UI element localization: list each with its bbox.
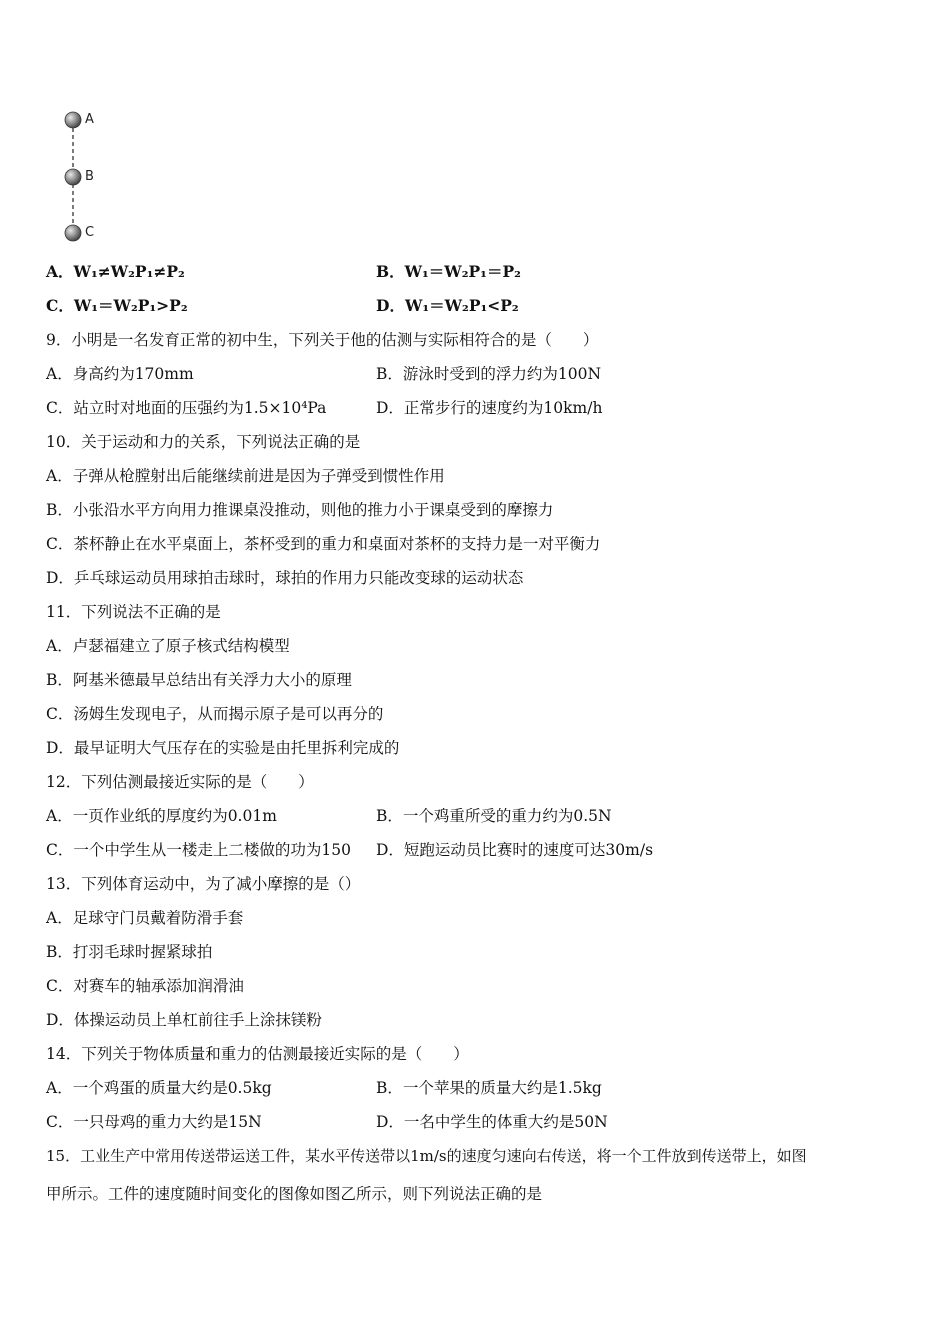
q10-option-d: D．乒乓球运动员用球拍击球时，球拍的作用力只能改变球的运动状态: [46, 569, 524, 587]
q8-option-d-text: W₁＝W₂P₁<P₂: [404, 296, 519, 315]
q9-option-d: D．正常步行的速度约为10km/h: [376, 399, 603, 417]
q8-option-a-text: W₁≠W₂P₁≠P₂: [73, 262, 185, 281]
q8-option-d: [376, 296, 519, 316]
q12-option-a: A．一页作业纸的厚度约为0.01m: [46, 807, 277, 825]
q12-option-d: D．短跑运动员比赛时的速度可达30m/s: [376, 841, 654, 859]
label-a: A: [85, 112, 94, 127]
q8-option-b-prefix: B．: [376, 262, 405, 281]
q14-option-d: D．一名中学生的体重大约是50N: [376, 1113, 608, 1131]
q11-stem: 11．下列说法不正确的是: [46, 603, 221, 621]
q14-option-c: C．一只母鸡的重力大约是15N: [46, 1113, 262, 1131]
q8-option-a: [46, 262, 185, 282]
q11-option-c: C．汤姆生发现电子，从而揭示原子是可以再分的: [46, 705, 384, 723]
q10-stem: 10．关于运动和力的关系，下列说法正确的是: [46, 433, 361, 451]
q11-option-a: A．卢瑟福建立了原子核式结构模型: [46, 637, 290, 655]
q8-option-c-text: W₁＝W₂P₁>P₂: [73, 296, 188, 315]
ball-c: [65, 225, 81, 241]
q8-option-c: [46, 296, 188, 316]
q12-option-b: B．一个鸡重所受的重力约为0.5N: [376, 807, 612, 825]
q9-option-c: C．站立时对地面的压强约为1.5×10⁴Pa: [46, 399, 327, 417]
q14-option-a: A．一个鸡蛋的质量大约是0.5kg: [46, 1079, 272, 1097]
q13-option-b: B．打羽毛球时握紧球拍: [46, 943, 213, 961]
q13-option-c: C．对赛车的轴承添加润滑油: [46, 977, 244, 995]
q12-stem: 12．下列估测最接近实际的是（ ）: [46, 773, 314, 791]
q8-option-c-prefix: C．: [46, 296, 74, 315]
q10-option-b: B．小张沿水平方向用力推课桌没推动，则他的推力小于课桌受到的摩擦力: [46, 501, 554, 519]
q13-option-d: D．体操运动员上单杠前往手上涂抹镁粉: [46, 1011, 322, 1029]
label-c: C: [85, 225, 95, 240]
ball-a: [65, 112, 81, 128]
q8-option-a-prefix: A．: [46, 262, 74, 281]
q14-stem: 14．下列关于物体质量和重力的估测最接近实际的是（ ）: [46, 1045, 469, 1063]
q9-option-b: B．游泳时受到的浮力约为100N: [376, 365, 602, 383]
q14-option-b: B．一个苹果的质量大约是1.5kg: [376, 1079, 602, 1097]
label-b: B: [85, 169, 94, 184]
falling-ball-figure: [58, 108, 118, 248]
q9-stem: 9．小明是一名发育正常的初中生，下列关于他的估测与实际相符合的是（ ）: [46, 331, 599, 349]
q15-stem-line2: 甲所示。工件的速度随时间变化的图像如图乙所示，则下列说法正确的是: [46, 1185, 543, 1203]
q10-option-a: A．子弹从枪膛射出后能继续前进是因为子弹受到惯性作用: [46, 467, 445, 485]
q13-stem: 13．下列体育运动中，为了减小摩擦的是（）: [46, 875, 361, 893]
q12-option-c: C．一个中学生从一楼走上二楼做的功为150: [46, 841, 351, 859]
q15-stem-line1: 15．工业生产中常用传送带运送工件，某水平传送带以1m/s的速度匀速向右传送，将一个工件放到传送带上，如图: [46, 1147, 807, 1165]
q8-option-b-text: W₁＝W₂P₁＝P₂: [404, 262, 521, 281]
q8-option-d-prefix: D．: [376, 296, 405, 315]
q8-option-b: [376, 262, 521, 282]
q9-option-a: A．身高约为170mm: [46, 365, 194, 383]
ball-b: [65, 169, 81, 185]
q10-option-c: C．茶杯静止在水平桌面上，茶杯受到的重力和桌面对茶杯的支持力是一对平衡力: [46, 535, 601, 553]
q13-option-a: A．足球守门员戴着防滑手套: [46, 909, 244, 927]
q11-option-b: B．阿基米德最早总结出有关浮力大小的原理: [46, 671, 352, 689]
q11-option-d: D．最早证明大气压存在的实验是由托里拆利完成的: [46, 739, 400, 757]
